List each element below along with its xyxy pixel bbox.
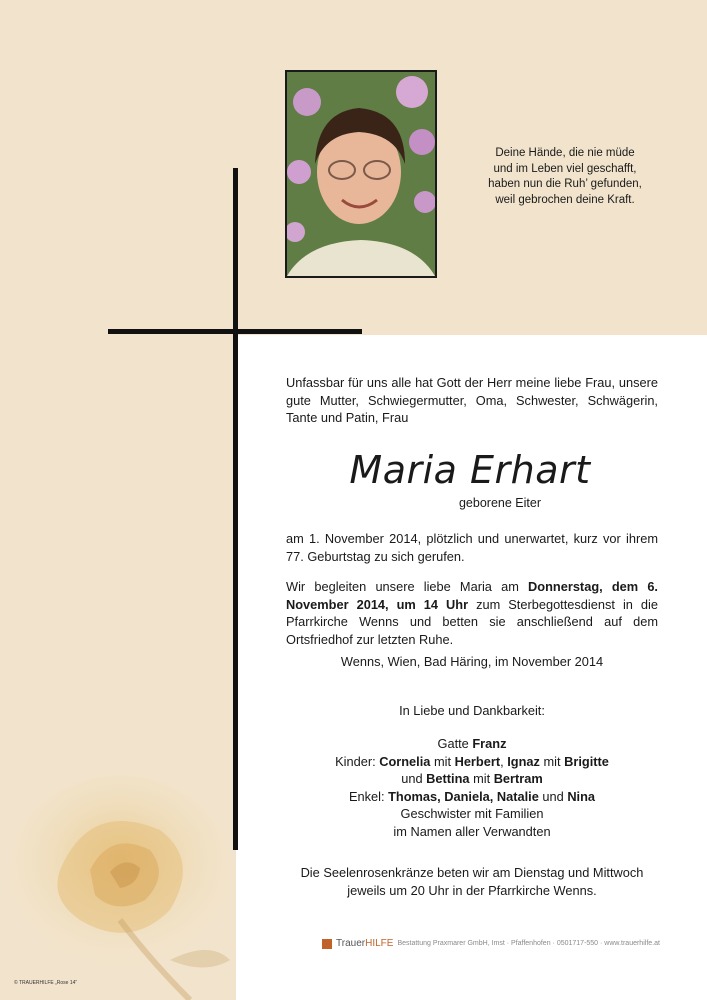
child-name: Bettina	[426, 771, 470, 786]
partner-name: Herbert	[454, 753, 501, 769]
poem-line-4: weil gebrochen deine Kraft.	[495, 193, 635, 206]
children-label: Kinder:	[335, 753, 380, 769]
poem	[460, 146, 670, 208]
child-name: Ignaz	[507, 753, 540, 769]
connector: mit	[539, 753, 565, 769]
funeral-text-part2: zum Sterbegottesdienst in die Pfarrkirche Wenns und betten sie anschließend auf dem Ortsfriedhof zur letzten Ruhe.	[286, 596, 658, 647]
child-name: Cornelia	[379, 753, 431, 769]
deceased-name: Maria Erhart	[349, 448, 591, 492]
rosary-text	[286, 864, 658, 899]
mourner-relatives: im Namen aller Verwandten	[393, 823, 551, 839]
portrait-photo	[285, 70, 437, 278]
mourner-children-cont	[286, 770, 658, 788]
funeral-date: Donnerstag, dem 6. November 2014, um 14 Uhr	[286, 579, 658, 612]
copyright-text: © TRAUERHILFE „Rose 14“	[14, 980, 78, 986]
maiden-name: geborene Eiter	[458, 496, 541, 510]
connector: und	[401, 771, 427, 786]
brand-name	[336, 938, 393, 949]
rose-decoration-image	[0, 760, 236, 1000]
spouse-name: Franz	[472, 736, 507, 751]
place-and-date: Wenns, Wien, Bad Häring, im November 2014	[340, 654, 604, 669]
brand-name-part1: Trauer	[336, 938, 366, 949]
death-notice-text: am 1. November 2014, plötzlich und unerwartet, kurz vor ihrem 77. Geburtstag zu sich gerufen.	[286, 531, 658, 564]
rosary-line-1: Die Seelenrosenkränze beten wir am Dienstag und Mittwoch	[300, 865, 644, 880]
thanks-heading: In Liebe und Dankbarkeit:	[399, 703, 545, 718]
grandchildren-label: Enkel:	[348, 788, 389, 804]
mourner-siblings: Geschwister mit Familien	[400, 806, 544, 821]
cross-horizontal-bar	[108, 329, 362, 334]
cross-vertical-bar	[233, 168, 238, 850]
mourner-spouse	[286, 735, 658, 753]
mourners-list	[286, 735, 658, 840]
intro-text: Unfassbar für uns alle hat Gott der Herr meine liebe Frau, unsere gute Mutter, Schwiegermutter, Oma, Schwester, Schwägerin, Tante und Patin, Frau	[286, 375, 658, 425]
mourner-grandchildren	[286, 788, 658, 806]
grandchild-name: Nina	[567, 788, 596, 804]
poem-line-3: haben nun die Ruh’ gefunden,	[488, 178, 642, 190]
footer-contact: Bestattung Praxmarer GmbH, Imst · Pfaffenhofen · 0501717-550 · www.trauerhilfe.at	[397, 940, 660, 947]
separator: ,	[500, 753, 508, 769]
rosary-line-2: jeweils um 20 Uhr in der Pfarrkirche Wenns.	[347, 882, 597, 898]
grandchildren-names: Thomas, Daniela, Natalie	[388, 788, 539, 804]
partner-name: Bertram	[493, 771, 543, 786]
funeral-text	[286, 578, 658, 648]
mourner-children	[286, 753, 658, 771]
funeral-text-part1: Wir begleiten unsere liebe Maria am	[286, 579, 529, 594]
connector: mit	[430, 753, 455, 769]
poem-line-1: Deine Hände, die nie müde	[495, 147, 635, 159]
brand-name-part2: HILFE	[365, 938, 394, 949]
poem-line-2: und im Leben viel geschafft,	[493, 162, 637, 175]
spouse-label: Gatte	[437, 736, 473, 751]
connector: mit	[469, 771, 494, 786]
partner-name: Brigitte	[564, 753, 609, 769]
connector: und	[538, 788, 568, 804]
footer	[322, 938, 672, 949]
brand-logo-icon	[322, 939, 332, 949]
